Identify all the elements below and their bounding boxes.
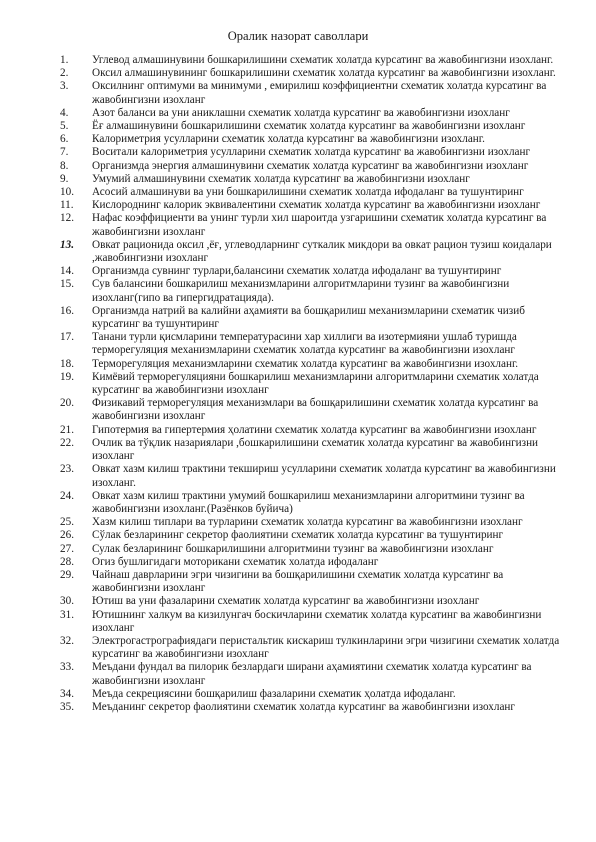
- question-text: Кимёвий терморегуляцияни бошкарилиш механизмларини алгоритмларини схематик холатда курсатинг ва жавобингизни изохланг: [92, 370, 539, 397]
- question-number: 33.: [60, 661, 74, 674]
- question-item: [60, 568, 566, 595]
- question-item: [60, 608, 566, 635]
- question-number: 3.: [60, 80, 69, 93]
- question-text: Огиз бушлигидаги моторикани схематик холатда ифодаланг: [92, 555, 379, 568]
- question-text: Очлик ва тўқлик назариялари ,бошкарилишини схематик холатда курсатинг ва жавобингизни изохланг: [92, 436, 539, 463]
- question-text: Кислороднинг калорик эквивалентини схематик холатда курсатинг ва жавобингизни изохланг: [92, 199, 541, 212]
- question-text: Сув балансини бошкарилиш механизмларини алгоритмларини тузинг ва жавобингизни изохланг(гипо ва гипергидратацияда).: [92, 278, 510, 304]
- question-text: Овкат хазм килиш трактини текшириш усулларини схематик холатда курсатинг ва жавобингизни изохланг.: [92, 463, 556, 489]
- question-item: [60, 542, 566, 556]
- question-number: 30.: [60, 595, 74, 608]
- question-number: 4.: [60, 106, 69, 119]
- question-number: 13.: [60, 238, 74, 251]
- question-item: [60, 120, 566, 133]
- question-text: Оксилнинг оптимуми ва минимуми , емирилиш коэффициентни схематик холатда курсатинг ва жавобингизни изохланг: [92, 80, 547, 106]
- question-number: 10.: [60, 186, 74, 199]
- question-text: Танани турли қисмларини температурасини хар хиллиги ва изотермияни ушлаб туришда терморегуляция механизмларини схематик холатда курсатинг ва жавобингизни изохланг: [92, 331, 517, 357]
- question-number: 18.: [60, 357, 74, 370]
- question-item: [60, 146, 566, 159]
- question-text: Организмда сувнинг турлари,балансини схематик холатда ифодаланг ва тушунтиринг: [92, 265, 502, 278]
- question-item: [60, 278, 566, 304]
- question-item: [60, 186, 566, 199]
- question-text: Меъда секрециясини бошқарилиш фазаларини схематик ҳолатда ифодаланг.: [92, 687, 456, 700]
- question-number: 2.: [60, 67, 69, 80]
- question-item: [60, 159, 566, 173]
- question-number: 20.: [60, 397, 74, 410]
- question-item: [60, 463, 566, 489]
- question-item: [60, 304, 566, 331]
- question-text: Электрогастрографиядаги перистальтик кискариш тулкинларини эгри чизигини схематик холатда курсатинг ва жавобингизни изохланг: [92, 634, 560, 661]
- question-number: 6.: [60, 133, 69, 146]
- question-number: 22.: [60, 436, 74, 449]
- question-number: 19.: [60, 370, 74, 383]
- question-text: Калориметрия усулларини схематик холатда курсатинг ва жавобингизни изохланг.: [92, 133, 485, 146]
- question-text: Овкат рационида оксил ,ёғ, углеводларнинг суткалик микдори ва овкат рацион тузиш коидалари ,жавобингизни изохланг: [92, 238, 552, 265]
- question-item: [60, 199, 566, 212]
- question-item: [60, 423, 566, 437]
- question-number: 31.: [60, 608, 74, 621]
- question-text: Углевод алмашинувини бошкарилишини схематик холатда курсатинг ва жавобингизни изохланг.: [92, 54, 554, 66]
- question-text: Чайнаш даврларини эгри чизигини ва бошқарилишини схематик холатда курсатинг ва жавобингизни изохланг: [92, 568, 504, 595]
- question-item: [60, 357, 566, 371]
- question-number: 26.: [60, 529, 74, 542]
- question-number: 35.: [60, 700, 74, 713]
- question-item: [60, 106, 566, 120]
- question-item: [60, 687, 566, 701]
- question-item: [60, 172, 566, 186]
- question-number: 25.: [60, 516, 74, 529]
- question-item: [60, 555, 566, 569]
- question-text: Умумий алмашинувини схематик холатда курсатинг ва жавобингизни изохланг: [92, 172, 470, 185]
- question-text: Организмда энергия алмашинувини схематик холатда курсатинг ва жавобингизни изохланг: [92, 159, 529, 172]
- question-number: 24.: [60, 489, 74, 502]
- question-text: Сўлак безларининг секретор фаолиятини схематик холатда курсатинг ва тушунтиринг: [92, 529, 504, 542]
- question-item: [60, 133, 566, 146]
- question-number: 21.: [60, 423, 74, 436]
- question-number: 28.: [60, 555, 74, 568]
- question-item: [60, 595, 566, 608]
- question-text: Азот баланси ва уни аниклашни схематик холатда курсатинг ва жавобингизни изохланг: [92, 106, 510, 119]
- question-number: 5.: [60, 120, 69, 133]
- question-number: 29.: [60, 568, 74, 581]
- question-item: [60, 634, 566, 661]
- question-number: 32.: [60, 634, 74, 647]
- page-title: Оралик назорат саволлари: [227, 29, 369, 43]
- question-item: [60, 516, 566, 529]
- question-number: 11.: [60, 199, 74, 212]
- question-text: Сулак безларининг бошкарилишини алгоритмини тузинг ва жавобингизни изохланг: [92, 542, 494, 555]
- question-number: 14.: [60, 265, 74, 278]
- question-number: 16.: [60, 304, 74, 317]
- question-item: [60, 700, 566, 714]
- question-text: Ютишнинг халкум ва кизилунгач боскичларини схематик холатда курсатинг ва жавобингизни изохланг: [92, 608, 542, 634]
- question-item: [60, 436, 566, 463]
- question-text: Ютиш ва уни фазаларини схематик холатда курсатинг ва жавобингизни изохланг: [92, 595, 480, 608]
- question-item: [60, 265, 566, 278]
- question-item: [60, 529, 566, 542]
- question-text: Меъданинг секретор фаолиятини схематик холатда курсатинг ва жавобингизни изохланг: [92, 700, 516, 713]
- question-text: Хазм килиш типлари ва турларини схематик холатда курсатинг ва жавобингизни изохланг: [92, 516, 523, 529]
- question-number: 15.: [60, 278, 74, 291]
- question-item: [60, 397, 566, 423]
- question-list: [60, 54, 566, 714]
- question-text: Гипотермия ва гипертермия ҳолатини схематик холатда курсатинг ва жавобингизни изохланг: [92, 423, 537, 436]
- question-item: [60, 661, 566, 687]
- question-item: [60, 212, 566, 238]
- question-number: 17.: [60, 331, 74, 344]
- question-number: 23.: [60, 463, 74, 476]
- question-number: 27.: [60, 542, 74, 555]
- question-text: Нафас коэффициенти ва унинг турли хил шароитда узгаришини схематик холатда курсатинг ва жавобингизни изохланг: [92, 212, 547, 238]
- question-item: [60, 238, 566, 265]
- question-text: Физикавий терморегуляция механизмлари ва бошқарилишини схематик холатда курсатинг ва жавобингизни изохланг: [92, 397, 539, 423]
- question-text: Меъдани фундал ва пилорик безлардаги ширани аҳамиятини схематик холатда курсатинг ва жавобингизни изохланг: [92, 661, 532, 687]
- question-text: Овкат хазм килиш трактини умумий бошкарилиш механизмларини алгоритмини тузинг ва жавобингизни изохланг.(Разёнков буйича): [92, 489, 525, 515]
- question-number: 7.: [60, 146, 69, 159]
- question-item: [60, 67, 566, 80]
- question-text: Терморегуляция механизмларини схематик холатда курсатинг ва жавобингизни изохланг.: [92, 357, 519, 370]
- question-item: [60, 370, 566, 397]
- question-item: [60, 489, 566, 516]
- question-text: Оксил алмашинувининг бошкарилишини схематик холатда курсатинг ва жавобингизни изохланг.: [92, 67, 556, 80]
- question-text: Организмда натрий ва калийни аҳамияти ва бошқарилиш механизмларини схематик чизиб курсатинг ва тушунтиринг: [92, 304, 525, 331]
- question-number: 8.: [60, 159, 69, 172]
- question-number: 1.: [60, 54, 69, 66]
- question-item: [60, 54, 566, 67]
- question-text: Воситали калориметрия усулларини схематик холатда курсатинг ва жавобингизни изохланг: [92, 146, 531, 159]
- question-number: 34.: [60, 687, 74, 700]
- question-number: 9.: [60, 172, 69, 185]
- question-item: [60, 80, 566, 106]
- question-text: Асосий алмашинуви ва уни бошкарилишини схематик холатда ифодаланг ва тушунтиринг: [92, 186, 524, 199]
- question-text: Ёғ алмашинувини бошкарилишини схематик холатда курсатинг ва жавобингизни изохланг: [92, 120, 526, 133]
- question-number: 12.: [60, 212, 74, 225]
- question-item: [60, 331, 566, 357]
